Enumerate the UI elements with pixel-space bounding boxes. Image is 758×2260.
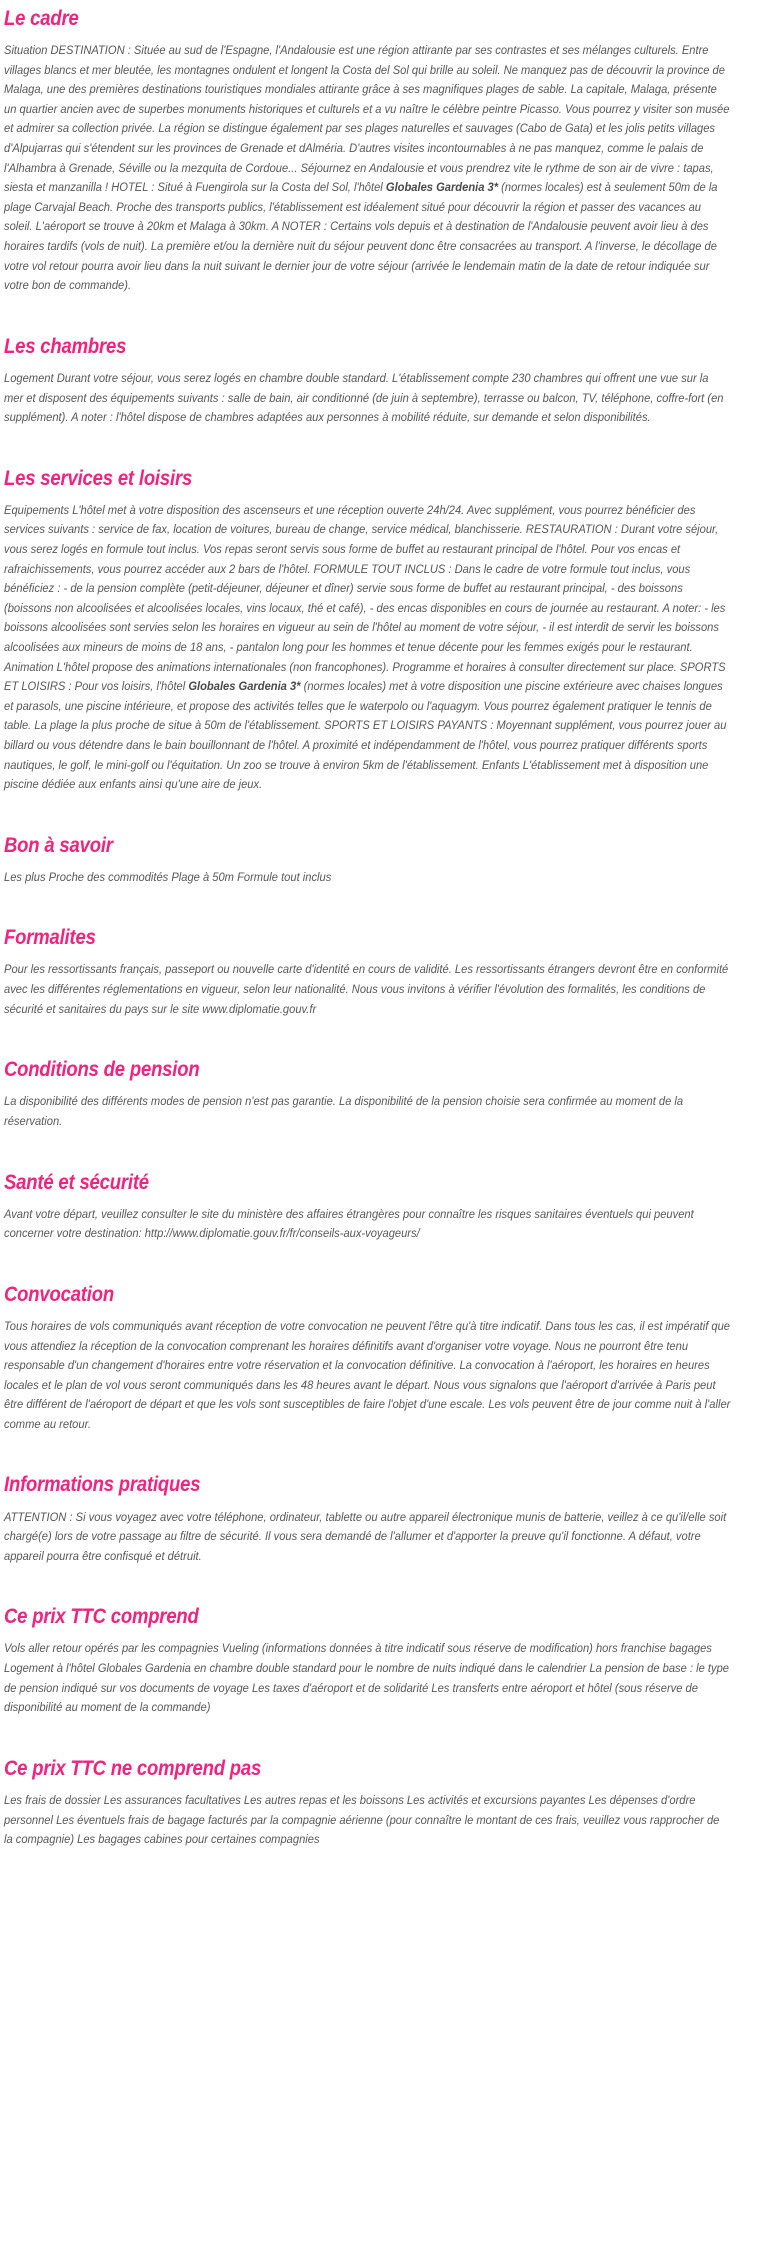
section-spacer <box>4 1132 730 1171</box>
paragraph <box>4 1205 731 1244</box>
paragraph <box>4 1791 731 1850</box>
section-heading-ce-prix-ttc-ne-comprend-pas: Ce prix TTC ne comprend pas <box>4 1756 262 1780</box>
section-spacer <box>4 1019 730 1058</box>
section-heading-le-cadre: Le cadre <box>4 7 79 30</box>
section-spacer <box>4 1244 730 1283</box>
text-run: Logement Durant votre séjour, vous serez logés en chambre double standard. L'établissement compte 230 chambres qui offrent une vue sur la mer et disposent des équipements suivants : salle de bain, air conditionné (de juin à septembre), terrasse ou balcon, TV, téléphone, coffre-fort (en supplément). A noter : l'hôtel dispose de chambres adaptées aux personnes à mobilité réduite, sur demande et selon disponibilités. <box>4 370 724 425</box>
section-spacer <box>4 1566 730 1605</box>
paragraph <box>4 501 731 795</box>
text-run: La disponibilité des différents modes de pension n'est pas garantie. La disponibilité de la pension choisie sera confirmée au moment de la réservation. <box>4 1094 684 1128</box>
section-spacer <box>4 1434 730 1473</box>
section-les-chambres <box>4 335 730 428</box>
text-run: Pour les ressortissants français, passeport ou nouvelle carte d'identité en cours de validité. Les ressortissants étrangers devront être en conformité avec les différentes réglementations en vigueur, selon leur nationalité. Nous vous invitons à vérifier l'évolution des formalités, les conditions de sécurité et sanitaires du pays sur le site www.diplomatie.gouv.fr <box>4 962 729 1016</box>
section-sante-et-securite <box>4 1171 730 1244</box>
text-run: Les plus Proche des commodités Plage à 50m Formule tout inclus <box>4 869 332 884</box>
paragraph <box>4 1317 731 1435</box>
paragraph <box>4 1508 731 1567</box>
emphasis-text: Globales Gardenia 3* <box>188 679 301 694</box>
text-run: ATTENTION : Si vous voyagez avec votre téléphone, ordinateur, tablette ou autre appareil électronique munis de batterie, veillez à ce qu'il/elle soit chargé(e) lors de votre passage au filtre de sécurité. Il vous sera demandé de l'allumer et d'apporter la preuve qu'il fonctionne. A défaut, votre appareil pourra être confisqué et détruit. <box>4 1509 727 1563</box>
section-le-cadre <box>4 0 730 296</box>
section-bon-a-savoir <box>4 834 730 888</box>
section-formalites <box>4 926 730 1019</box>
section-heading-bon-a-savoir: Bon à savoir <box>4 833 113 857</box>
section-ce-prix-ttc-comprend <box>4 1605 730 1717</box>
section-heading-les-services-et-loisirs: Les services et loisirs <box>4 466 193 490</box>
section-spacer <box>4 887 730 926</box>
section-heading-sante-et-securite: Santé et sécurité <box>4 1170 149 1194</box>
text-run: Equipements L'hôtel met à votre disposition des ascenseurs et une réception ouverte 24h/24. Avec supplément, vous pourrez bénéficier des services suivants : service de fax, location de voitures, bureau de change, service médical, blanchisserie. RESTAURATION : Durant votre séjour, vous serez logés en formule tout inclus. Vos repas seront servis sous forme de buffet au restaurant principal de l'hôtel. Pour vos encas et rafraichissements, vous pourrez accéder aux 2 bars de l'hôtel. FORMULE TOUT INCLUS : Dans le cadre de votre formule tout inclus, vous bénéficiez : - de la pension complète (petit-déjeuner, déjeuner et dîner) servie sous forme de buffet au restaurant principal, - des boissons (boissons non alcoolisées et alcoolisées locales, vins locaux, thé et café), - des encas disponibles en cours de journée au restaurant. A noter: - les boissons alcoolisées sont servies selon les horaires en vigueur au sein de l'hôtel au moment de votre séjour, - il est interdit de servir les boissons alcoolisées aux mineurs de moins de 18 ans, - pantalon long pour les hommes et tenue décente pour les femmes exigés pour le restaurant. Animation L'hôtel propose des animations internationales (non francophones). Programme et horaires à consulter directement sur place. SPORTS ET LOISIRS : Pour vos loisirs, l'hôtel <box>4 502 726 694</box>
text-run: (normes locales) met à votre disposition une piscine extérieure avec chaises longues et parasols, une piscine intérieure, et propose des activités telles que le waterpolo ou l'aquagym. Vous pourrez également pratiquer le tennis de table. La plage la plus proche de situe à 50m de l'établissement. SPORTS ET LOISIRS PAYANTS : Moyennant supplément, vous pourrez jouer au billard ou vous détendre dans le bain bouillonnant de l'hôtel. A proximité et indépendamment de l'hôtel, vous pourrez pratiquer différents sports nautiques, le golf, le mini-golf ou l'équitation. Un zoo se trouve à environ 5km de l'établissement. Enfants L'établissement met à disposition une piscine dédiée aux enfants ainsi qu'une aire de jeux. <box>4 679 727 792</box>
text-run: Situation DESTINATION : Située au sud de l'Espagne, l'Andalousie est une région attirante par ses contrastes et ses mélanges culturels. Entre villages blancs et mer bleutée, les montagnes ondulent et longent la Costa del Sol qui brille au soleil. Ne manquez pas de découvrir la province de Malaga, une des premières destinations touristiques mondiales attirante grâce à ses magnifiques plages de sable. La capitale, Malaga, présente un quartier ancien avec de superbes monuments historiques et culturels et a vu naître le célèbre peintre Picasso. Vous pourrez y visiter son musée et admirer sa collection privée. La région se distingue également par ses plages naturelles et sauvages (Cabo de Gata) et les jolis petits villages d'Alpujarras qui s'étendent sur les provinces de Grenade et dAlméria. D'autres visites incontournables à ne pas manquez, comme le palais de l'Alhambra à Grenade, Séville ou la mezquita de Cordoue... Séjournez en Andalousie et vous prendrez vite le rythme de son air de vivre : tapas, siesta et manzanilla ! HOTEL : Situé à Fuengirola sur la Costa del Sol, l'hôtel <box>4 43 730 195</box>
section-heading-les-chambres: Les chambres <box>4 334 127 358</box>
section-heading-informations-pratiques: Informations pratiques <box>4 1473 201 1497</box>
section-spacer <box>4 428 730 467</box>
paragraph <box>4 868 731 888</box>
text-run: Les frais de dossier Les assurances facultatives Les autres repas et les boissons Les activités et excursions payantes Les dépenses d'ordre personnel Les éventuels frais de bagage facturés par la compagnie aérienne (pour connaître le montant de ces frais, veuillez vous rapprocher de la compagnie) Les bagages cabines pour certaines compagnies <box>4 1792 720 1847</box>
text-run: (normes locales) est à seulement 50m de la plage Carvajal Beach. Proche des transports publics, l'établissement est idéalement situé pour découvrir la région et passer des vacances au soleil. L'aéroport se trouve à 20km et Malaga à 30km. A NOTER : Certains vols depuis et à destination de l'Andalousie peuvent avoir lieu à des horaires tardifs (vols de nuit). La première et/ou la dernière nuit du séjour peuvent donc être consacrées au transport. A l'inverse, le décollage de votre vol retour pourra avoir lieu dans la nuit suivant le dernier jour de votre séjour (arrivée le lendemain matin de la date de retour indiquée sur votre bon de commande). <box>4 180 718 293</box>
section-heading-ce-prix-ttc-comprend: Ce prix TTC comprend <box>4 1605 199 1629</box>
section-heading-formalites: Formalites <box>4 926 96 950</box>
section-spacer <box>4 296 730 335</box>
section-ce-prix-ttc-ne-comprend-pas <box>4 1757 730 1850</box>
paragraph <box>4 1639 731 1717</box>
section-spacer <box>4 795 730 834</box>
section-heading-conditions-de-pension: Conditions de pension <box>4 1058 200 1082</box>
paragraph <box>4 41 731 296</box>
paragraph <box>4 960 731 1019</box>
text-run: Tous horaires de vols communiqués avant réception de votre convocation ne peuvent l'être qu'à titre indicatif. Dans tous les cas, il est impératif que vous attendiez la réception de la convocation comprenant les horaires définitifs avant d'organiser votre voyage. Nous ne pourront être tenu responsable d'un changement d'horaires entre votre réservation et la convocation définitive. La convocation à l'aéroport, les horaires en heures locales et le plan de vol vous seront communiqués dans les 48 heures avant le départ. Nous vous signalons que l'aéroport d'arrivée à Paris peut être différent de l'aéroport de départ et que les vols sont susceptibles de faire l'objet d'une escale. Les vols peuvent être de jour comme nuit à l'aller comme au retour. <box>4 1318 731 1431</box>
section-heading-convocation: Convocation <box>4 1282 114 1306</box>
section-spacer <box>4 1718 730 1757</box>
text-run: Avant votre départ, veuillez consulter le site du ministère des affaires étrangères pour connaître les risques sanitaires éventuels qui peuvent concerner votre destination: http://www.diplomatie.gouv.fr/fr/conseils-aux-voyageurs/ <box>4 1206 694 1241</box>
text-run: Vols aller retour opérés par les compagnies Vueling (informations données à titre indicatif sous réserve de modification) hors franchise bagages Logement à l'hôtel Globales Gardenia en chambre double standard pour le nombre de nuits indiqué dans le calendrier La pension de base : le type de pension indiqué sur vos documents de voyage Les taxes d'aéroport et de solidarité Les transferts entre aéroport et hôtel (sous réserve de disponibilité au moment de la commande) <box>4 1641 729 1715</box>
section-informations-pratiques <box>4 1473 730 1566</box>
section-les-services-et-loisirs <box>4 467 730 795</box>
paragraph <box>4 1092 731 1131</box>
sections-container <box>4 0 730 1850</box>
section-conditions-de-pension <box>4 1058 730 1131</box>
section-convocation <box>4 1283 730 1435</box>
emphasis-text: Globales Gardenia 3* <box>385 180 499 195</box>
paragraph <box>4 369 731 428</box>
